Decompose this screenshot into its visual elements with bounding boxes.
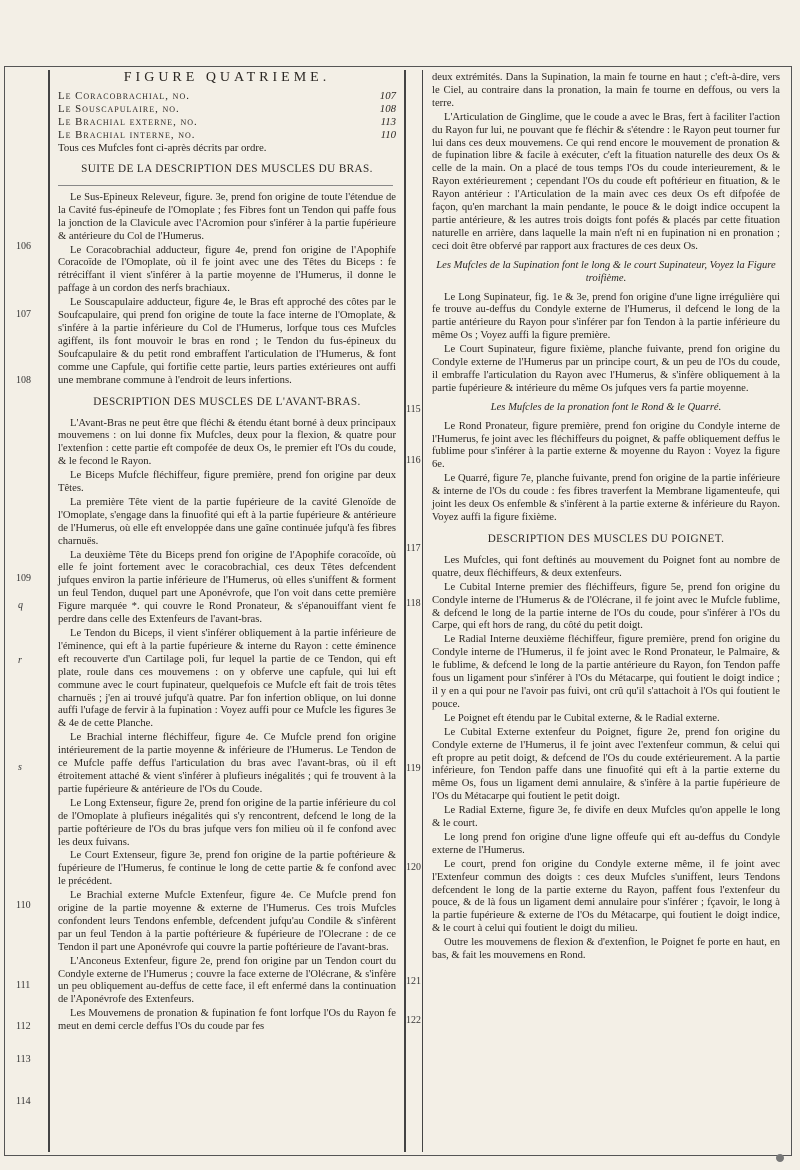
margin-number-110: 110 <box>16 900 31 911</box>
paragraph-articulation: L'Articulation de Ginglime, que le coude a avec le Bras, fert à faciliter l'action du Rayon fur lui, ne pouvant que fe fléchir & s'étendre : le Rayon peut tourner fur lui dans ces deux mouvemens. Ce qui rend encore le mouvement de pronation & de fupination libre & facile à exécuter, c'eft la fituation naturelle des deux Os & celle de la main. On a placé de tous temps l'Os du coude interieurement, & le Rayon extérieurement ; cependant l'Os du coude eft poftérieur en fituation, & le Rayon antérieur : l'Articulation de la main avec ces deux Os eft difpofée de façon, qu'en marchant la main pendante, le pouce & le doigt indice occupent la partie antérieure, & les autres trois doigts font pofés & placés par cette fituation naturelle en arrière, dans laquelle la main n'eft ni en fupination ni en pronation ; ceci doit être obfervé par rapport aux fractures de ces deux Os. <box>432 111 780 252</box>
margin-number-106: 106 <box>16 241 31 252</box>
subheading-supination: Les Mufcles de la Supination font le long & le court Supinateur, Voyez la Figure troifième. <box>436 259 776 284</box>
left-column-rule <box>48 70 50 1152</box>
paragraph-cubital-externe: Le Cubital Externe extenfeur du Poignet, figure 2e, prend fon origine du Condyle externe de l'Humerus, il fe joint avec l'extenfeur commun, & celui qui eft propre au petit doigt, & defcend de l'Os du coude extérieurement. A la partie inférieure, fon Tendon paffe dans une finuofité qui eft à la partie externe du même Os, fous un ligament demi annulaire, & s'infère à la partie fupérieure de l'Os du Métacarpe qui foutient le petit doigt. <box>432 726 780 803</box>
paragraph-court-supinateur: Le Court Supinateur, figure fixième, planche fuivante, prend fon origine du Condyle externe de l'Humerus par un principe court, & un peu de l'Os du coude, il embraffe l'articulation du Rayon avec l'Humerus, & s'infère obliquement à la partie fupérieure & intérieure du même Os jufques vers fa partie moyenne. <box>432 344 780 394</box>
paragraph-biceps: Le Biceps Mufcle fléchiffeur, figure première, prend fon origine par deux Têtes. <box>58 470 396 495</box>
paragraph-rond-pronateur: Le Rond Pronateur, figure première, prend fon origine du Condyle interne de l'Humerus, fe joint avec les fléchiffeurs du poignet, & paffe obliquement deffus le fublime pour s'inférer à la partie externe & moyenne du Rayon : Voyez la figure 6e. <box>432 420 780 471</box>
section-heading-bras: SUITE DE LA DESCRIPTION DES MUSCLES DU BRAS. <box>81 162 373 175</box>
margin-number-117: 117 <box>406 543 421 554</box>
margin-number-120: 120 <box>406 862 421 873</box>
left-column <box>58 72 396 1035</box>
paragraph-court-extenseur: Le Court Extenseur, figure 3e, prend fon origine de la partie poftérieure & fupérieure de l'Humerus, fe continue le long de cette partie & fe confond avec le précédent. <box>58 850 396 888</box>
margin-number-109: 109 <box>16 573 31 584</box>
figure-list-label: Le Brachial externe, no. <box>58 115 198 128</box>
margin-number-112: 112 <box>16 1021 31 1032</box>
margin-number-116: 116 <box>406 455 421 466</box>
center-column-rule-2 <box>422 70 423 1152</box>
margin-number-108: 108 <box>16 375 31 386</box>
paragraph-cubital-interne: Le Cubital Interne premier des fléchiffeurs, figure 5e, prend fon origine du Condyle interne de l'Humerus & de l'Olécrane, il fe joint avec le Mufcle fublime, & defcend le long de la partie interne de l'Os du coude, pour s'inférer à l'Os du Carpe, qui eft hors de rang, du côté du petit doigt. <box>432 581 780 632</box>
paragraph-sus-epineux: Le Sus-Epineux Releveur, figure. 3e, prend fon origine de toute l'étendue de la Cavité fus-épineufe de l'Omoplate ; fes Fibres font un Tendon qui paffe fous la jonction de la Clavicule avec l'Acromion pour s'inférer à la partie fupérieure & antérieure du Col de l'Humerus. <box>58 191 396 242</box>
paragraph-deuxieme-tete: La deuxième Tête du Biceps prend fon origine de l'Apophife coracoïde, où elle fe joint fortement avec le coracobrachial, ces deux Têtes defcendent jufques environ la partie inférieure de l'Humerus, où elles s'uniffent & forment un feul Tendon, duquel part une Aponévrofe, que l'on voit dans cette première Figure marquée *. qui couvre le Rond Pronateur, & s'épanouiffant vient fe perdre dans celle des Extenfeurs de l'avant-bras. <box>58 549 396 626</box>
paragraph-court: Le court, prend fon origine du Condyle externe même, il fe joint avec l'Extenfeur commun des doigts : ces deux Mufcles s'uniffent, leurs Tendons defcendent le long de la partie externe du Rayon, paffent fous l'extenfeur du pouce, & de là fous un ligament demi annulaire pour s'inférer ; fçavoir, le long à la partie fupérieure & externe de l'Os du Métacarpe, qui foutient le doigt indice, & le court à celui qui foutient le doigt du milieu. <box>432 858 780 935</box>
figure-list-item <box>58 129 396 142</box>
figure-list-number: 113 <box>380 115 396 128</box>
paragraph-radial-interne: Le Radial Interne deuxième fléchiffeur, figure première, prend fon origine du Condyle interne de l'Humerus, il fe joint avec le Rond Pronateur, le Palmaire, & le fublime, & defcend le long de la partie antérieure du Rayon, fon Tendon paffe fous un ligament pour s'inférer à l'Os du Métacarpe, qui foutient le doigt indice ; il y en a qui pour ne l'avoir pas fuivi, ont crû qu'il s'attachoit à l'Os qui foutient le pouce. <box>432 634 780 710</box>
paragraph-premiere-tete: La première Tête vient de la partie fupérieure de la cavité Glenoïde de l'Omoplate, s'engage dans la finuofité qui eft à la partie fupérieure & antérieure de l'Humerus, où elle eft enveloppée dans une gaîne continuée jufqu'à fes fibres charnuës. <box>58 496 396 547</box>
paragraph-quarre: Le Quarré, figure 7e, planche fuivante, prend fon origine de la partie inférieure & interne de l'Os du coude : fes fibres traverfent la Membrane ligamenteufe, qui joint les deux Os enfemble & s'infèrent à la partie externe & inférieure du Rayon. Voyez auffi la figure fixième. <box>432 473 780 523</box>
margin-letter-r: r <box>18 655 22 666</box>
figure-title: FIGURE QUATRIEME. <box>123 70 331 85</box>
figure-list-item <box>58 103 396 116</box>
figure-list-number: 107 <box>379 89 396 102</box>
margin-number-115: 115 <box>406 404 421 415</box>
paragraph-radial-externe: Le Radial Externe, figure 3e, fe divife en deux Mufcles qu'on appelle le long & le court. <box>432 805 780 830</box>
figure-list-label: Le Coracobrachial, no. <box>58 89 190 102</box>
margin-number-121: 121 <box>406 976 421 987</box>
margin-letter-s: s <box>18 762 22 773</box>
margin-number-122: 122 <box>406 1015 421 1026</box>
heading-rule <box>58 185 393 186</box>
paragraph-long: Le long prend fon origine d'une ligne offeufe qui eft au-deffus du Condyle externe de l'Humerus. <box>432 831 780 856</box>
margin-number-114: 114 <box>16 1096 31 1107</box>
paragraph-long-supinateur: Le Long Supinateur, fig. 1e & 3e, prend fon origine d'une ligne irrégulière qui fe trouve au-deffus du Condyle externe de l'Humerus, il defcend le long de la partie antérieure du Rayon pour s'inférer par fon Tendon à la partie inférieure du même Os ; Voyez auffi la figure première. <box>432 291 780 342</box>
figure-list-label: Le Brachial interne, no. <box>58 128 196 141</box>
figure-note <box>58 142 396 155</box>
figure-list-label: Le Souscapulaire, no. <box>58 102 180 115</box>
margin-letter-q: q <box>18 600 23 611</box>
paragraph-long-extenseur: Le Long Extenseur, figure 2e, prend fon origine de la partie inférieure du col de l'Omoplate à plufieurs inégalités qui s'y rencontrent, defcend le long de la partie poftérieure de l'Os du bras jufque vers fon milieu où il fe confond avec les deux fuivans. <box>58 797 396 848</box>
figure-list <box>58 90 396 155</box>
paragraph-poignet-etendu: Le Poignet eft étendu par le Cubital externe, & le Radial externe. <box>444 712 720 724</box>
section-heading-avant-bras: DESCRIPTION DES MUSCLES DE L'AVANT-BRAS. <box>93 395 361 408</box>
figure-list-number: 110 <box>380 128 396 141</box>
section-heading-poignet: DESCRIPTION DES MUSCLES DU POIGNET. <box>487 532 725 545</box>
figure-list-number: 108 <box>379 102 396 115</box>
figure-list-item <box>58 90 396 103</box>
paragraph-poignet-intro: Les Mufcles, qui font deftinés au mouvement du Poignet font au nombre de quatre, deux fléchiffeurs, & deux extenfeurs. <box>432 554 780 579</box>
paragraph-avant-bras-intro: L'Avant-Bras ne peut être que fléchi & étendu étant borné à deux principaux mouvemens : on lui donne fix Mufcles, deux pour la flexion, & quatre pour l'extenfion : cette partie eft compofée de deux Os, le premier eft l'Os du coude, & le fecond le Rayon. <box>58 417 396 468</box>
center-column-rule <box>404 70 406 1152</box>
margin-number-118: 118 <box>406 598 421 609</box>
paragraph-brachial-externe: Le Brachial externe Mufcle Extenfeur, figure 4e. Ce Mufcle prend fon origine de la partie moyenne & externe de l'Humerus. Ces trois Mufcles confondent leurs Tendons enfemble, defcendent jufqu'au Condile & s'infèrent par un feul Tendon à la partie poftérieure & fupérieure de l'Olecrane : de ce Tendon il part une Aponévrofe qui couvre la partie poftérieure de l'avant-bras. <box>58 890 396 953</box>
paragraph-anconeus: L'Anconeus Extenfeur, figure 2e, prend fon origine par un Tendon court du Condyle externe de l'Humerus ; couvre la face externe de l'Olécrane, & s'infère un peu obliquement au-deffus de cette face, il eft enfermé dans la continuation de l'Aponévrofe des Extenfeurs. <box>58 955 396 1006</box>
margin-number-119: 119 <box>406 763 421 774</box>
paragraph-mouvemens: Les Mouvemens de pronation & fupination fe font lorfque l'Os du Rayon fe meut en demi cercle deffus l'Os du coude par fes <box>58 1008 396 1033</box>
margin-number-113: 113 <box>16 1054 31 1065</box>
paragraph-outre: Outre les mouvemens de flexion & d'extenfion, le Poignet fe porte en haut, en bas, & fait les mouvemens en Rond. <box>432 937 780 962</box>
paragraph-brachial-interne: Le Brachial interne fléchiffeur, figure 4e. Ce Mufcle prend fon origine intérieurement de la partie moyenne & inférieure de l'Humerus. Le Tendon de ce Mufcle paffe deffus l'articulation du bras avec l'avant-bras, où il eft étroitement attaché & vient s'inférer à plufieurs inégalités ; qui fe trouvent à la partie fupérieure & antérieure de l'Os du Coude. <box>58 732 396 795</box>
page-ornament-dot <box>776 1154 784 1162</box>
paragraph-souscapulaire: Le Souscapulaire adducteur, figure 4e, le Bras eft approché des côtes par le Soufcapulaire, qui prend fon origine de toute la face interne de l'Omoplate, & s'infére à la partie inférieure du Col de l'Humerus, lorfque tous ces Mufcles agiffent, ils font mouvoir le bras en rond ; le Tendon du fus-épineux du Soufcapulaire & du petit rond embraffent l'articulation de l'Humerus, & font comme une Capfule, qui fortifie cette partie, leurs parties extérieures ont auffi une membrane commune à l'endroit de leurs infertions. <box>58 297 396 386</box>
margin-number-111: 111 <box>16 980 31 991</box>
subheading-pronation: Les Mufcles de la pronation font le Rond & le Quarré. <box>490 401 722 413</box>
figure-list-item <box>58 116 396 129</box>
paragraph-supination-continued: deux extrémités. Dans la Supination, la main fe tourne en haut ; c'eft-à-dire, vers le Ciel, au contraire dans la pronation, la main fe tourne en deffous, ou vers la terre. <box>432 72 780 109</box>
paragraph-coracobrachial: Le Coracobrachial adducteur, figure 4e, prend fon origine de l'Apophife Coracoïde de l'Omoplate, où il fe joint avec une des Têtes du Biceps : fe rétréciffant il vient s'inférer à la partie moyenne de l'Humerus, il donne le paffage à un cordon des nerfs brachiaux. <box>58 244 396 295</box>
margin-number-107: 107 <box>16 309 31 320</box>
paragraph-tendon-biceps: Le Tendon du Biceps, il vient s'inférer obliquement à la partie inférieure de l'éminence, qui eft à la partie fupérieure & interne du Rayon : cette éminence eft recouverte d'un Cartilage poli, fur lequel la partie de ce Tendon, qui eft plate, roule dans ces mouvemens : on y obferve une capfule, qui lui eft commune avec le court fupinateur, quelquefois ce Mufcle eft fait de trois têtes charnuës ; j'en ai trouvé jufqu'à quatre. Par fon infertion oblique, on lui donne auffi l'ufage de fervir à la fupination : Voyez auffi pour ce Mufcle les figures 3e & 4e de cette Planche. <box>58 628 396 730</box>
figure-note-text: Tous ces Mufcles font ci-après décrits par ordre. <box>58 141 267 154</box>
right-column <box>432 72 780 964</box>
